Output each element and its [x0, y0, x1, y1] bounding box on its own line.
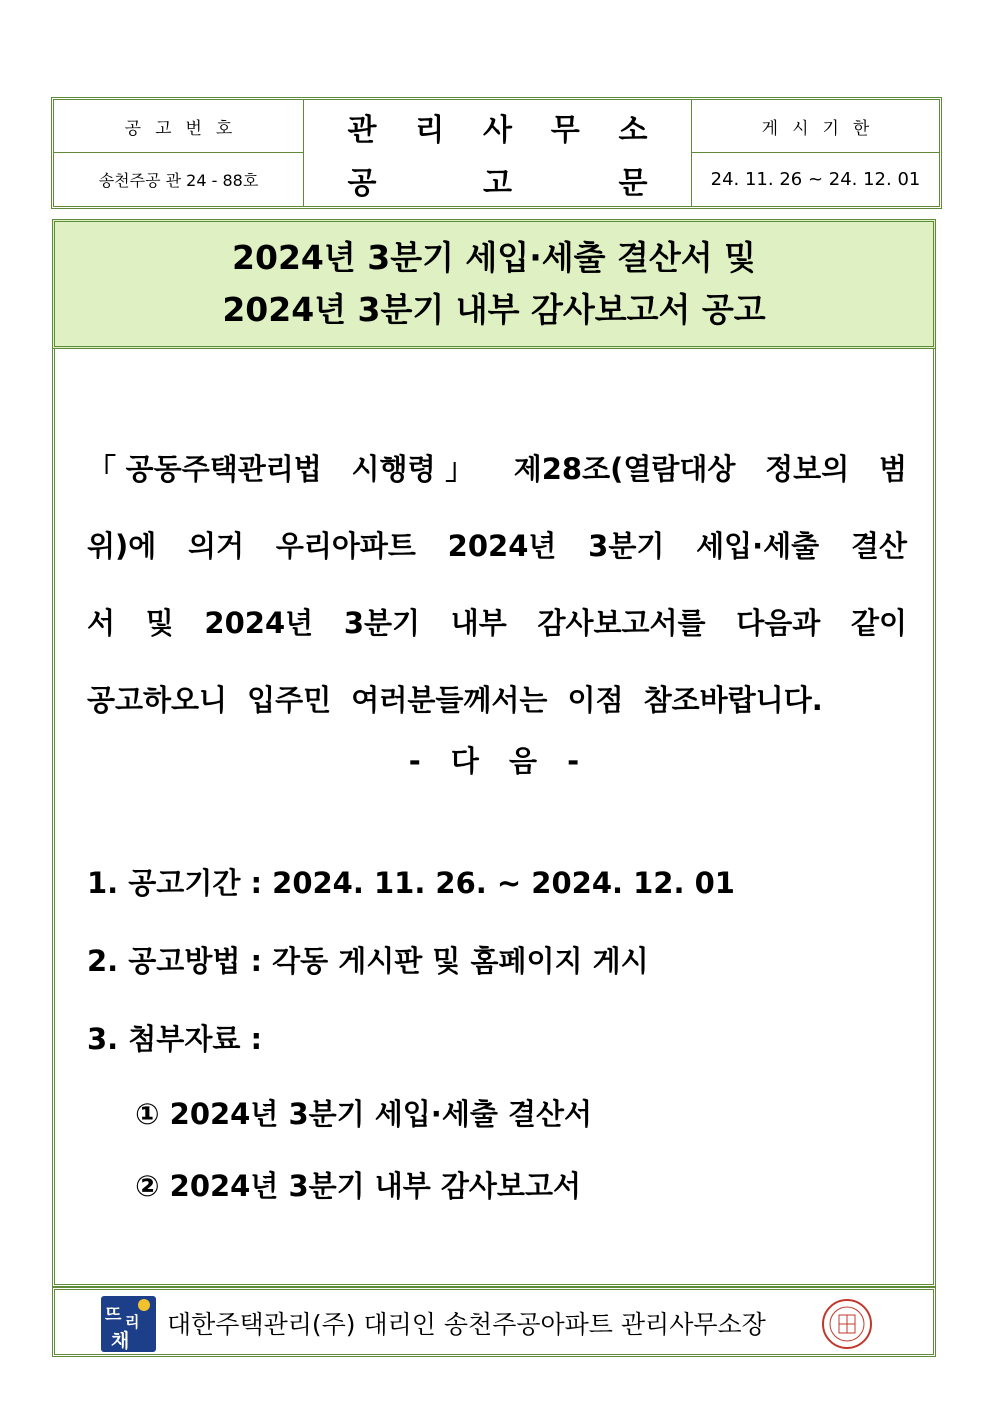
notice-title-row — [304, 153, 691, 206]
intro-paragraph — [87, 431, 907, 739]
notice-title-line-2: 2024년 3분기 내부 감사보고서 공고 — [222, 290, 766, 329]
svg-text:뜨: 뜨 — [105, 1305, 122, 1325]
footer — [52, 1287, 936, 1357]
list-item: 1. 공고기간 : 2024. 11. 26. ~ 2024. 12. 01 — [87, 866, 735, 900]
posting-period-label: 게시기한 — [761, 118, 884, 139]
notice-title-box — [52, 219, 936, 349]
svg-text:채: 채 — [111, 1330, 130, 1352]
intro-line: 위)에 의거 우리아파트 2024년 3분기 세입·세출 결산 — [87, 529, 907, 563]
notice-char: 문 — [618, 165, 648, 201]
notice-number-label: 공고번호 — [124, 118, 247, 139]
list-item: 3. 첨부자료 : — [87, 1022, 263, 1056]
office-char: 무 — [550, 112, 580, 148]
notice-char: 고 — [483, 165, 512, 201]
notice-char: 공 — [347, 165, 377, 201]
office-char: 소 — [618, 112, 648, 148]
sub-heading: - 다 음 - — [408, 744, 580, 778]
notice-body — [52, 349, 936, 1287]
posting-period-value: 24. 11. 26 ~ 24. 12. 01 — [710, 169, 921, 190]
notice-number-value: 송천주공 관 24 - 88호 — [98, 171, 259, 190]
intro-line: 「공동주택관리법 시행령」 제28조(열람대상 정보의 범 — [87, 452, 907, 486]
attachment-item: ① 2024년 3분기 세입·세출 결산서 — [135, 1097, 592, 1131]
office-char: 리 — [415, 112, 445, 148]
tree-ri-chae-logo-icon — [101, 1296, 156, 1352]
svg-text:리: 리 — [125, 1313, 140, 1331]
official-seal-icon — [821, 1298, 873, 1350]
office-char: 사 — [483, 112, 512, 148]
footer-signature: 대한주택관리(주) 대리인 송천주공아파트 관리사무소장 — [167, 1310, 766, 1339]
intro-line: 공고하오니 입주민 여러분들께서는 이점 참조바랍니다. — [87, 683, 823, 717]
office-title-row — [304, 100, 691, 153]
list-item: 2. 공고방법 : 각동 게시판 및 홈페이지 게시 — [87, 944, 649, 978]
attachment-item: ② 2024년 3분기 내부 감사보고서 — [135, 1169, 581, 1203]
intro-line: 서 및 2024년 3분기 내부 감사보고서를 다음과 같이 — [87, 606, 907, 640]
notice-title-line-1: 2024년 3분기 세입·세출 결산서 및 — [232, 238, 756, 277]
office-char: 관 — [347, 112, 377, 148]
notice-header-table — [51, 97, 942, 209]
